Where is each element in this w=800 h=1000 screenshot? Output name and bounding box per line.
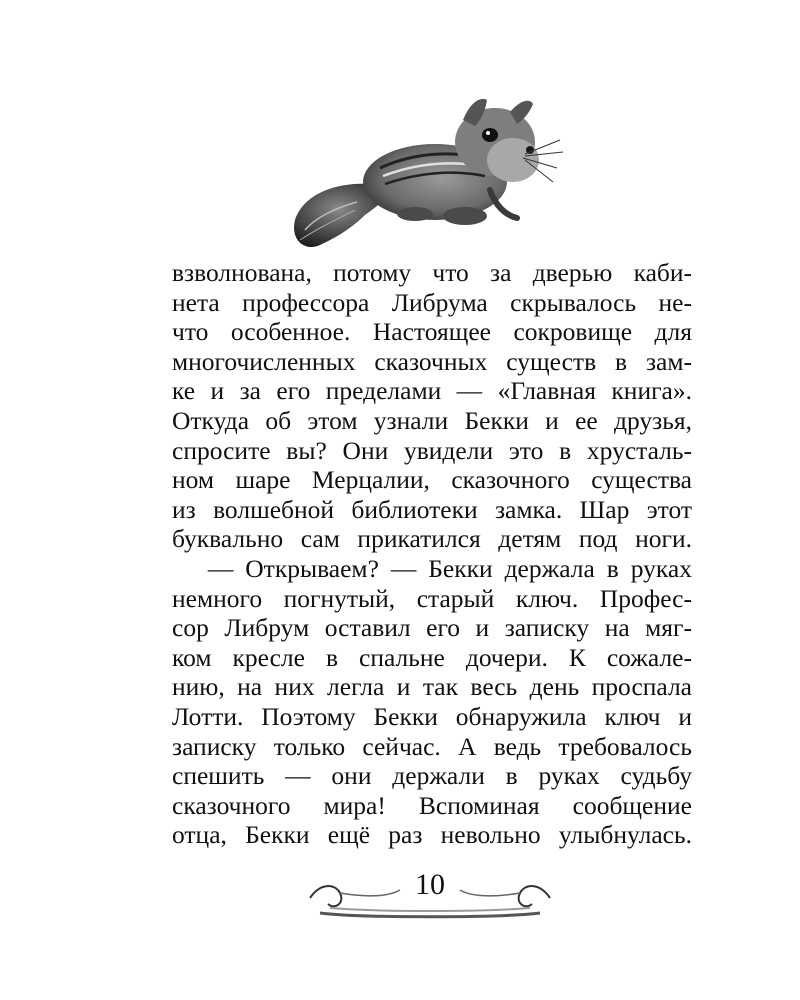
text-line: сор Либрум оставил его и записку на мяг- <box>172 613 692 643</box>
text-line: взволнована, потому что за дверью каби- <box>172 258 692 287</box>
text-line: — Открываем? — Бекки держала в руках <box>172 553 692 583</box>
body-text <box>172 258 692 850</box>
chipmunk-illustration <box>285 90 565 260</box>
text-line: ке и за его пределами — «Главная книга». <box>172 376 692 406</box>
page-number: 10 <box>415 868 445 901</box>
text-line: ком кресле в спальне дочери. К сожале- <box>172 642 692 672</box>
text-line: многочисленных сказочных существ в зам- <box>172 346 692 376</box>
text-line: Откуда об этом узнали Бекки и ее друзья, <box>172 405 692 435</box>
text-line: буквально сам прикатился детям под ноги. <box>172 524 692 554</box>
text-line: сказочного мира! Вспоминая сообщение <box>172 790 692 820</box>
text-line: из волшебной библиотеки замка. Шар этот <box>172 494 692 524</box>
text-line: что особенное. Настоящее сокровище для <box>172 317 692 347</box>
text-line: немного погнутый, старый ключ. Профес- <box>172 583 692 613</box>
text-line: Лотти. Поэтому Бекки обнаружила ключ и <box>172 701 692 731</box>
text-line: записку только сейчас. А ведь требовалось <box>172 731 692 761</box>
text-line: отца, Бекки ещё раз невольно улыбнулась. <box>172 820 692 850</box>
text-line: ном шаре Мерцалии, сказочного существа <box>172 465 692 495</box>
text-line: нию, на них легла и так весь день проспала <box>172 672 692 702</box>
text-line: спросите вы? Они увидели это в хрусталь- <box>172 435 692 465</box>
text-line: спешить — они держали в руках судьбу <box>172 761 692 791</box>
text-line: нета профессора Либрума скрывалось не- <box>172 287 692 317</box>
